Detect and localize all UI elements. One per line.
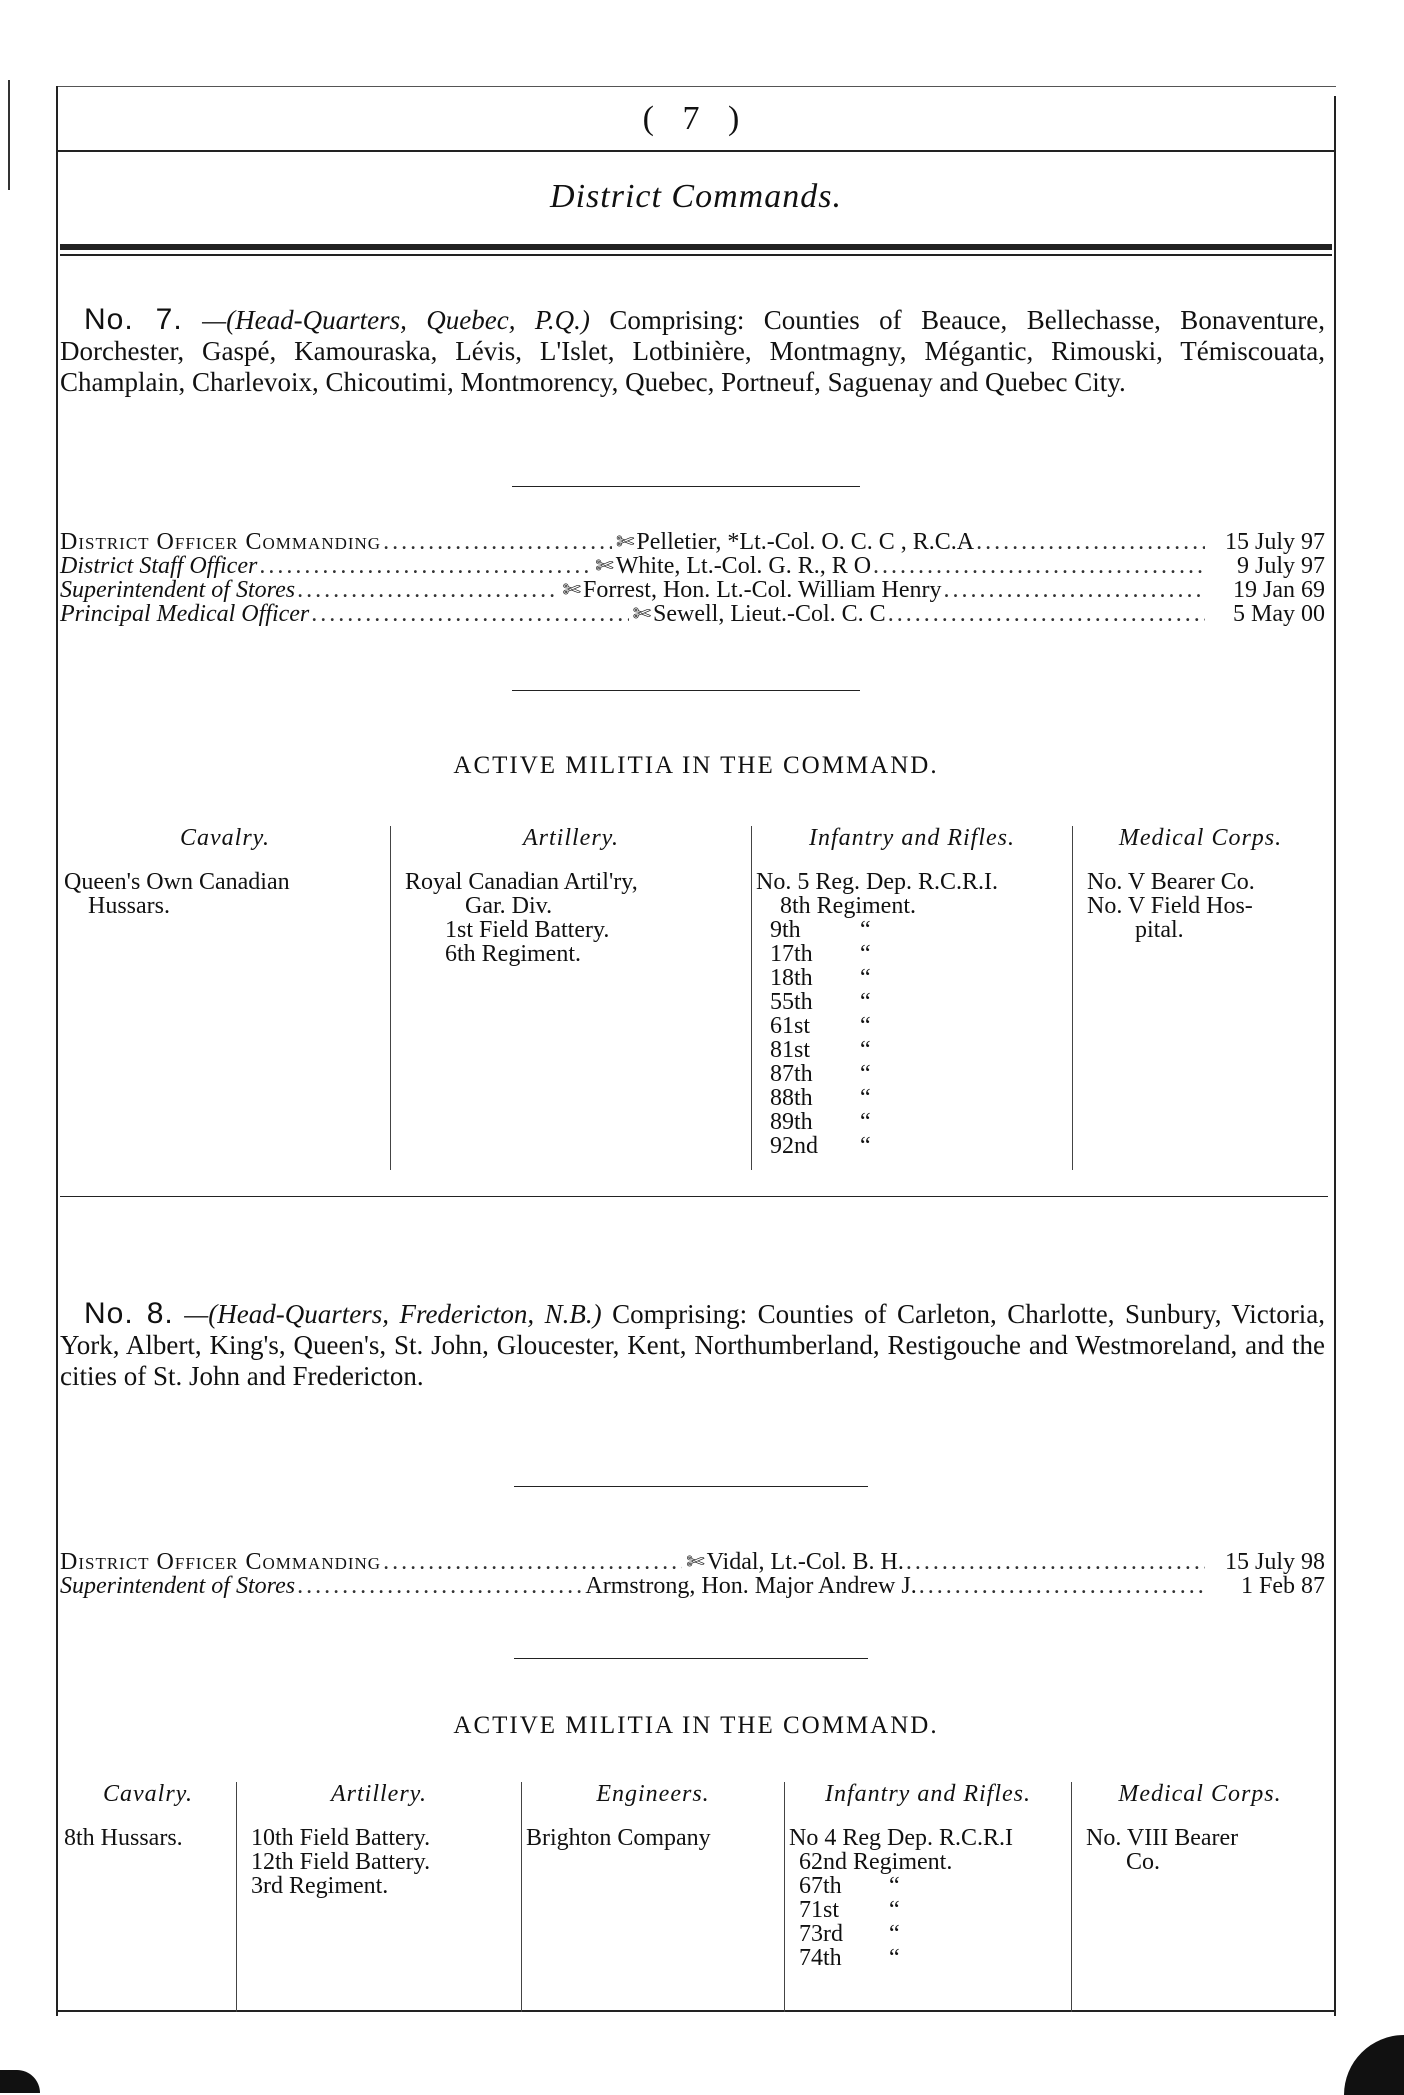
officer-row: [60, 1574, 1325, 1598]
leader-dots: [259, 554, 591, 578]
separator-rule: [512, 690, 860, 691]
ditto-mark: “: [860, 989, 871, 1015]
crossed-swords-icon: ✄: [615, 529, 635, 554]
officer-title: District Officer Commanding: [60, 1549, 382, 1575]
infantry-unit: [770, 918, 1068, 942]
ditto-mark: “: [860, 917, 871, 943]
district-comprising: Comprising: Counties of Carleton, Charlotte, Sunbury, Victoria, York, Albert, King's, Queen's, St. John, Gloucester, Kent, Northumberland, Restigouche and Westmoreland, and the cities of St. John and Fredericton.: [60, 1299, 1326, 1391]
appointment-date: 5 May 00: [1233, 601, 1325, 627]
col-artillery: Artillery.: [237, 1782, 522, 1826]
leader-dots: [919, 1574, 1205, 1598]
officer-title: District Staff Officer: [60, 553, 258, 579]
officer-name: White, Lt.-Col. G. R., R O: [615, 553, 872, 579]
medical-cell: [1073, 870, 1329, 1170]
leader-dots: [311, 602, 628, 626]
leader-dots: [944, 578, 1205, 602]
ditto-mark: “: [860, 941, 871, 967]
infantry-list: [756, 918, 1068, 1158]
leader-dots: [383, 530, 612, 554]
district-headquarters: —(Head-Quarters, Quebec, P.Q.): [202, 305, 590, 335]
ditto-mark: “: [860, 1109, 871, 1135]
scan-shadow: [1344, 2035, 1404, 2095]
officer-row: [60, 530, 1325, 554]
ditto-mark: “: [860, 1013, 871, 1039]
infantry-unit: [799, 1946, 1067, 1970]
leader-dots: [297, 1574, 583, 1598]
district-number: No. 7.: [84, 303, 183, 336]
header-rule: [56, 150, 1336, 152]
ditto-mark: “: [889, 1873, 900, 1899]
cavalry-unit: Hussars.: [88, 893, 170, 919]
officer-name: Pelletier, *Lt.-Col. O. C. C , R.C.A: [636, 529, 975, 555]
district-7-officers: [60, 530, 1325, 626]
regiment-number: 89th: [770, 1109, 813, 1135]
officer-title: District Officer Commanding: [60, 529, 382, 555]
district-8-officers: [60, 1550, 1325, 1598]
col-cavalry: Cavalry.: [103, 1781, 193, 1807]
crossed-swords-icon: ✄: [632, 601, 652, 626]
infantry-unit: No. 5 Reg. Dep. R.C.R.I.: [756, 869, 998, 895]
engineers-cell: [522, 1826, 785, 2012]
artillery-unit: Gar. Div.: [465, 893, 553, 919]
officer-name: Sewell, Lieut.-Col. C. C: [653, 601, 886, 627]
artillery-unit: 10th Field Battery.: [251, 1825, 431, 1851]
separator-rule: [514, 1486, 868, 1487]
officer-name: Forrest, Hon. Lt.-Col. William Henry: [582, 577, 942, 603]
infantry-unit: [799, 1874, 1067, 1898]
crossed-swords-icon: ✄: [686, 1549, 705, 1574]
infantry-unit: [770, 1014, 1068, 1038]
ditto-mark: “: [889, 1945, 900, 1971]
col-artillery: Artillery.: [391, 826, 752, 870]
officer-name: Vidal, Lt.-Col. B. H.: [706, 1549, 904, 1575]
margin-mark: [8, 80, 10, 190]
artillery-unit: 1st Field Battery.: [445, 917, 610, 943]
leader-dots: [383, 1550, 682, 1574]
district-comprising: Comprising: Counties of Beauce, Bellechasse, Bonaventure, Dorchester, Gaspé, Kamouraska, Lévis, L'Islet, Lotbinière, Montmagny, Mégantic, Rimouski, Témiscouata, Champlain, Charlevoix, Chicoutimi, Montmorency, Quebec, Portneuf, Saguenay and Quebec City.: [60, 305, 1326, 397]
col-infantry: Infantry and Rifles.: [752, 826, 1073, 870]
district-7-militia-table: [60, 826, 1328, 1170]
infantry-unit: No 4 Reg Dep. R.C.R.I: [789, 1825, 1013, 1851]
artillery-unit: Royal Canadian Artil'ry,: [405, 869, 638, 895]
infantry-unit: [770, 1086, 1068, 1110]
title-thin-rule: [60, 254, 1332, 256]
militia-heading: ACTIVE MILITIA IN THE COMMAND.: [453, 1712, 939, 1739]
col-medical: Medical Corps.: [1073, 826, 1329, 870]
leader-dots: [906, 1550, 1205, 1574]
ditto-mark: “: [860, 1037, 871, 1063]
col-infantry: Infantry and Rifles.: [785, 1782, 1072, 1826]
appointment-date: 9 July 97: [1236, 553, 1325, 579]
regiment-number: 71st: [799, 1897, 840, 1923]
leader-dots: [888, 602, 1205, 626]
medical-cell: [1072, 1826, 1329, 2012]
officer-title: Superintendent of Stores: [60, 577, 296, 603]
infantry-cell: [752, 870, 1073, 1170]
regiment-number: 73rd: [799, 1921, 843, 1947]
ditto-mark: “: [889, 1897, 900, 1923]
regiment-number: 87th: [770, 1061, 813, 1087]
col-medical: Medical Corps.: [1072, 1782, 1329, 1826]
ditto-mark: “: [889, 1921, 900, 1947]
col-engineers: Engineers.: [522, 1782, 785, 1826]
ditto-mark: “: [860, 965, 871, 991]
artillery-unit: 6th Regiment.: [445, 941, 581, 967]
scan-shadow: [0, 2070, 40, 2093]
crossed-swords-icon: ✄: [562, 577, 581, 602]
infantry-unit: [770, 1110, 1068, 1134]
cavalry-cell: [60, 870, 391, 1170]
artillery-unit: 3rd Regiment.: [251, 1873, 389, 1899]
cavalry-unit: Queen's Own Canadian: [64, 869, 290, 895]
district-8-description: [60, 1298, 1325, 1392]
infantry-unit: [770, 990, 1068, 1014]
medical-unit: Co.: [1126, 1849, 1161, 1875]
artillery-cell: [391, 870, 752, 1170]
appointment-date: 19 Jan 69: [1233, 577, 1325, 603]
district-7-description: [60, 304, 1325, 398]
ditto-mark: “: [860, 1061, 871, 1087]
leader-dots: [976, 530, 1205, 554]
artillery-cell: [237, 1826, 522, 2012]
appointment-date: 15 July 98: [1224, 1549, 1325, 1575]
col-cavalry: Cavalry.: [180, 825, 270, 851]
officer-title: Principal Medical Officer: [60, 601, 310, 627]
regiment-number: 17th: [770, 941, 813, 967]
cavalry-unit: 8th Hussars.: [64, 1825, 183, 1851]
medical-unit: No. V Field Hos-: [1087, 893, 1253, 919]
appointment-date: 1 Feb 87: [1241, 1573, 1326, 1599]
separator-rule: [512, 486, 860, 487]
artillery-unit: 12th Field Battery.: [251, 1849, 431, 1875]
regiment-number: 55th: [770, 989, 813, 1015]
regiment-number: 88th: [770, 1085, 813, 1111]
officer-row: [60, 602, 1325, 626]
militia-heading: ACTIVE MILITIA IN THE COMMAND.: [453, 752, 939, 779]
crossed-swords-icon: ✄: [595, 553, 614, 578]
infantry-list: [789, 1874, 1067, 1970]
infantry-unit: [799, 1922, 1067, 1946]
officer-row: [60, 1550, 1325, 1574]
regiment-number: 61st: [770, 1013, 811, 1039]
district-number: No. 8.: [84, 1297, 174, 1330]
medical-unit: No. V Bearer Co.: [1087, 869, 1255, 895]
leader-dots: [873, 554, 1205, 578]
infantry-unit: 62nd Regiment.: [799, 1849, 953, 1875]
regiment-number: 92nd: [770, 1133, 818, 1159]
officer-row: [60, 578, 1325, 602]
medical-unit: pital.: [1135, 917, 1184, 943]
regiment-number: 67th: [799, 1873, 842, 1899]
infantry-unit: [799, 1898, 1067, 1922]
infantry-unit: [770, 1038, 1068, 1062]
officer-name: Armstrong, Hon. Major Andrew J.: [585, 1573, 917, 1599]
infantry-unit: [770, 942, 1068, 966]
engineers-unit: Brighton Company: [526, 1825, 711, 1851]
frame-top-rule: [56, 86, 1336, 87]
regiment-number: 74th: [799, 1945, 842, 1971]
district-8-militia-table: [60, 1782, 1328, 2012]
ditto-mark: “: [860, 1133, 871, 1159]
infantry-cell: [785, 1826, 1072, 2012]
table-bottom-rule: [60, 1196, 1328, 1197]
title-thick-rule: [60, 244, 1332, 250]
infantry-unit: [770, 1062, 1068, 1086]
cavalry-cell: [60, 1826, 237, 2012]
regiment-number: 9th: [770, 917, 801, 943]
regiment-number: 81st: [770, 1037, 811, 1063]
district-headquarters: —(Head-Quarters, Fredericton, N.B.): [184, 1299, 602, 1329]
ditto-mark: “: [860, 1085, 871, 1111]
page-title: District Commands.: [550, 178, 842, 215]
page-number: ( 7 ): [642, 100, 750, 137]
separator-rule: [514, 1658, 868, 1659]
leader-dots: [297, 578, 558, 602]
infantry-unit: 8th Regiment.: [780, 893, 916, 919]
infantry-unit: [770, 1134, 1068, 1158]
infantry-unit: [770, 966, 1068, 990]
appointment-date: 15 July 97: [1225, 529, 1326, 555]
regiment-number: 18th: [770, 965, 813, 991]
officer-title: Superintendent of Stores: [60, 1573, 296, 1599]
officer-row: [60, 554, 1325, 578]
medical-unit: No. VIII Bearer: [1086, 1825, 1239, 1851]
